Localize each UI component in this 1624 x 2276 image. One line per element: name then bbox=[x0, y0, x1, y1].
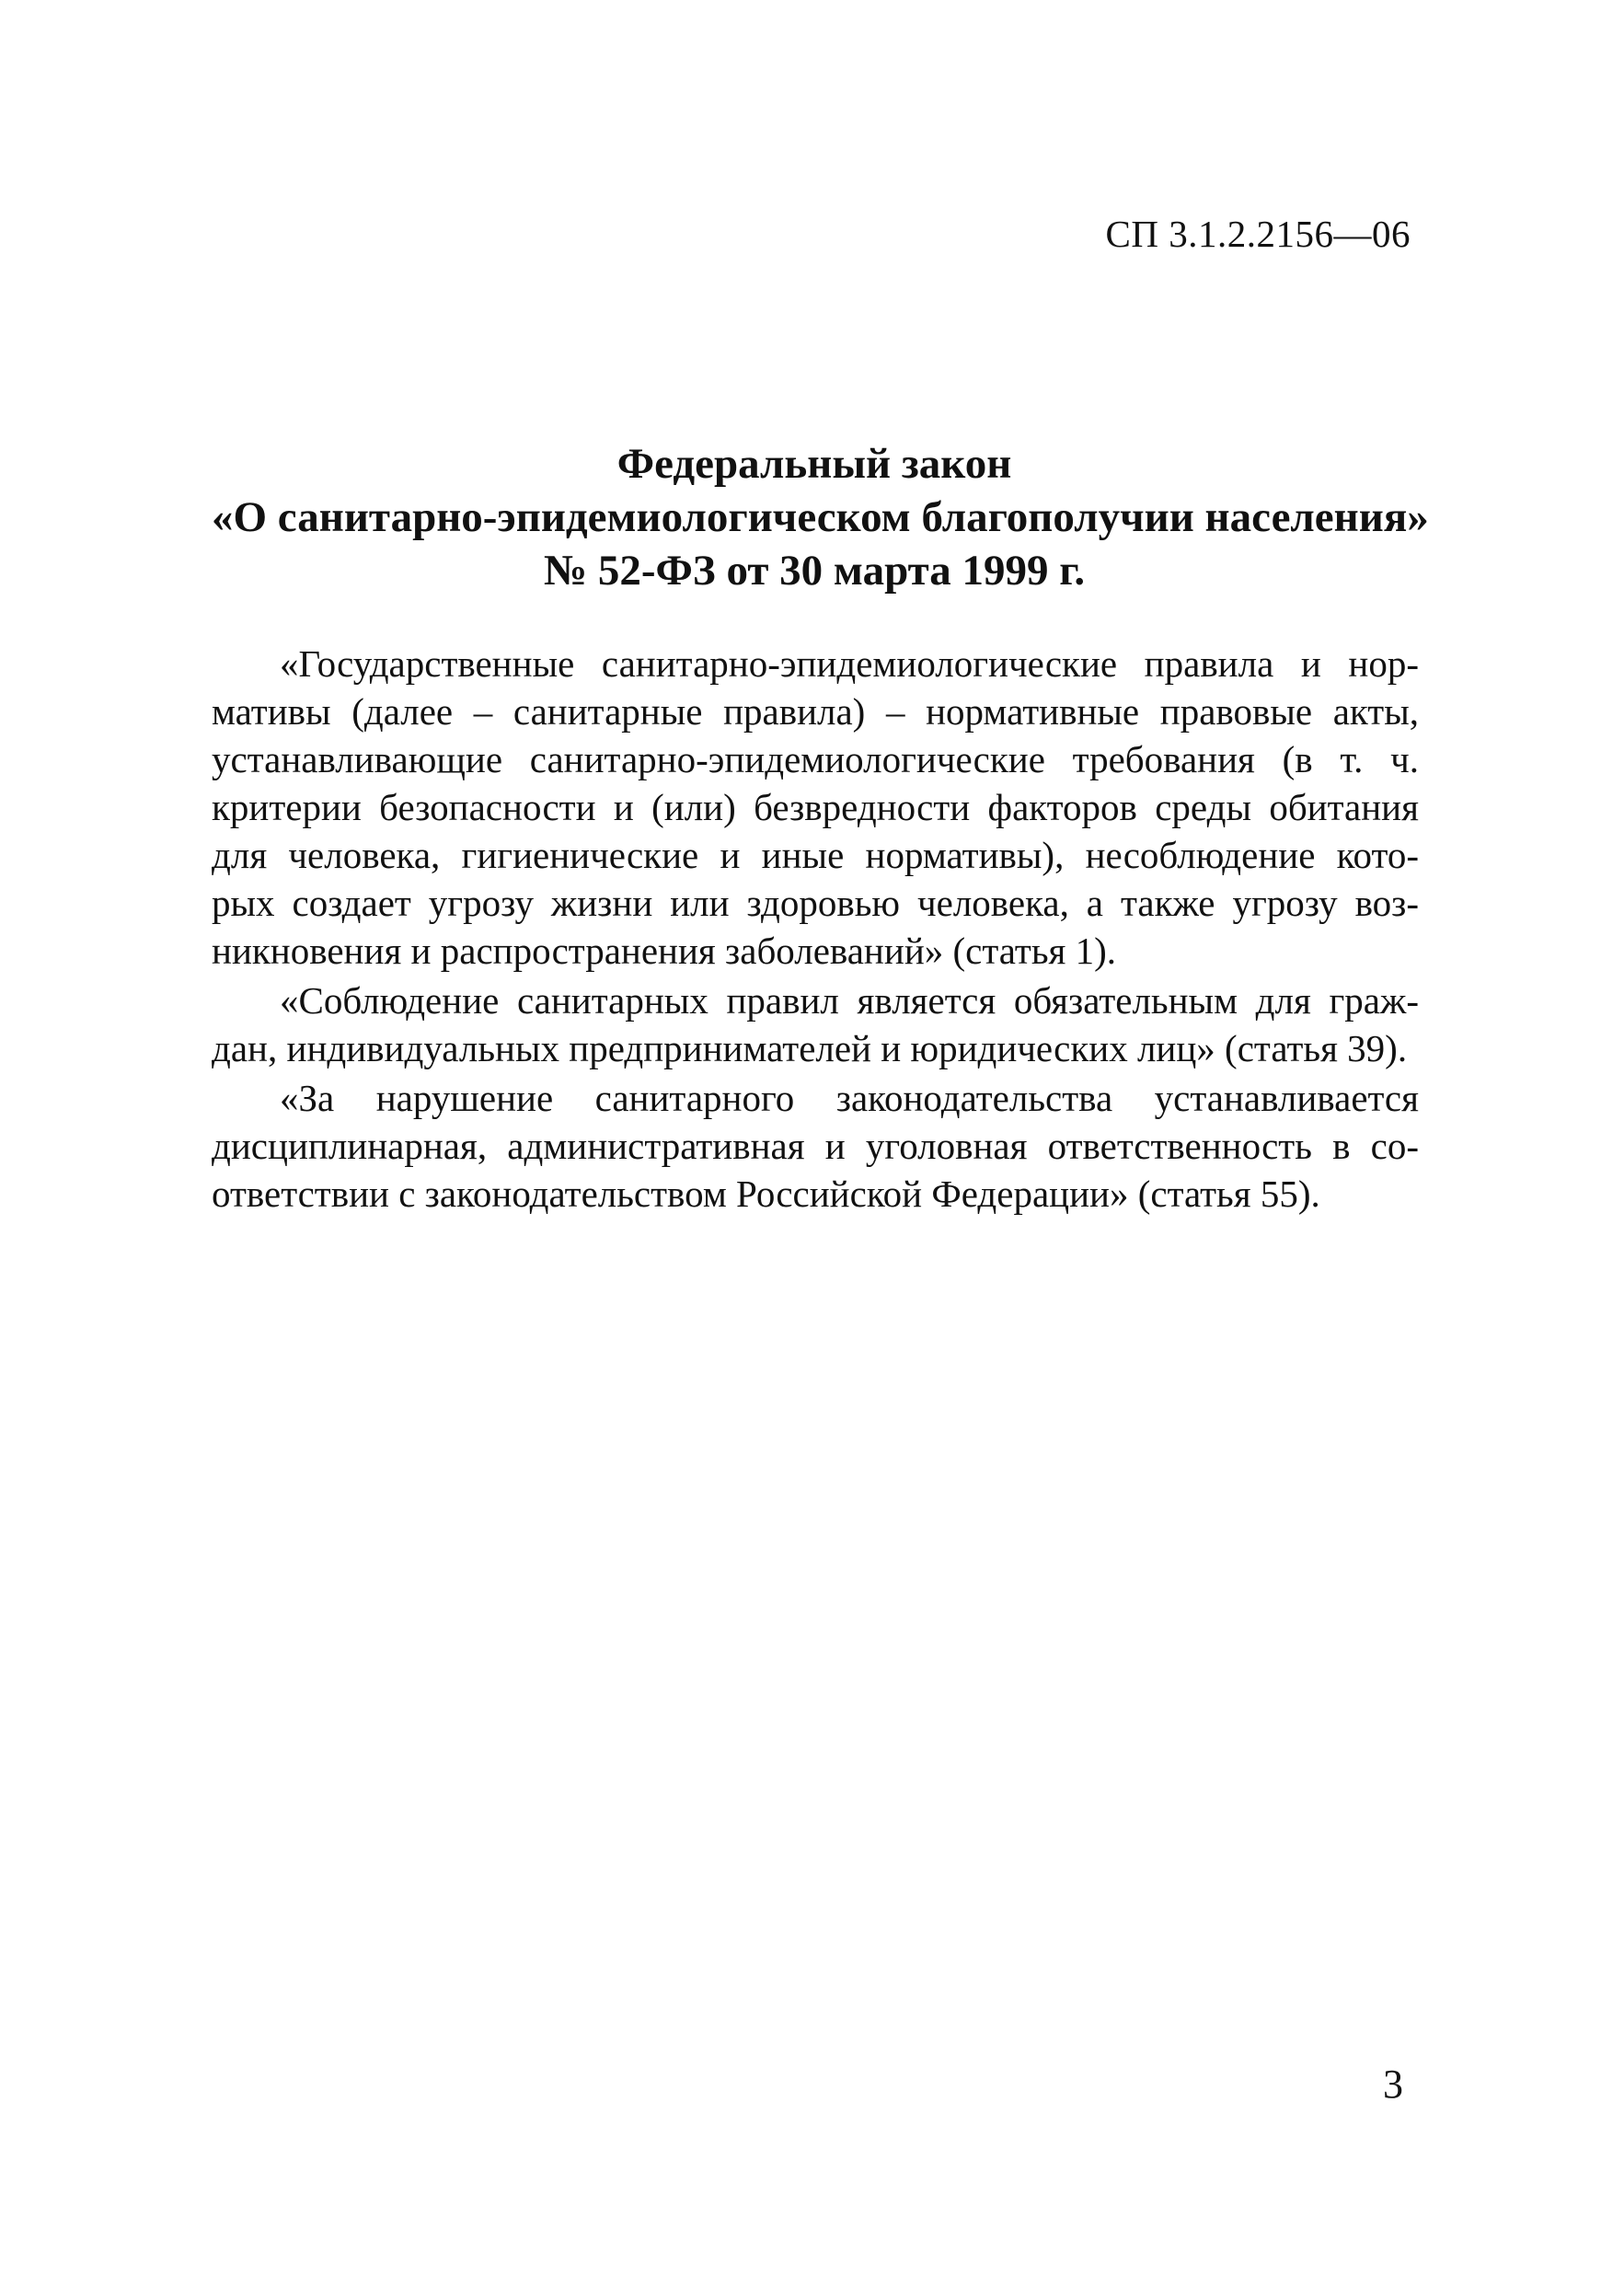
paragraph-line: «За нарушение санитарного законодательства устанавливается bbox=[280, 1077, 1419, 1119]
paragraph-line: дисциплинарная, административная и уголовная ответственность в со- bbox=[212, 1125, 1419, 1167]
title-line-1: Федеральный закон bbox=[616, 440, 1012, 488]
document-body bbox=[212, 640, 1419, 1219]
paragraph-line: «Государственные санитарно-эпидемиологические правила и нор- bbox=[280, 642, 1419, 685]
paragraph-line: для человека, гигиенические и иные нормативы), несоблюдение кото- bbox=[212, 834, 1419, 876]
paragraph-line: мативы (далее – санитарные правила) – нормативные правовые акты, bbox=[212, 690, 1419, 733]
paragraph-line: никновения и распространения заболеваний» (статья 1). bbox=[212, 930, 1117, 972]
document-title bbox=[212, 437, 1429, 597]
paragraph-line: ответствии с законодательством Российской Федерации» (статья 55). bbox=[212, 1173, 1320, 1215]
paragraph-line: рых создает угрозу жизни или здоровью человека, а также угрозу воз- bbox=[212, 882, 1419, 924]
paragraph-line: дан, индивидуальных предпринимателей и юридических лиц» (статья 39). bbox=[212, 1027, 1408, 1069]
title-line-2: «О санитарно-эпидемиологическом благополучии населения» bbox=[212, 493, 1429, 541]
paragraph-1 bbox=[212, 640, 1419, 975]
paragraph-line: устанавливающие санитарно-эпидемиологические требования (в т. ч. bbox=[212, 738, 1419, 780]
title-line-3: № 52-ФЗ от 30 марта 1999 г. bbox=[543, 547, 1086, 595]
paragraph-3 bbox=[212, 1074, 1419, 1218]
paragraph-line: критерии безопасности и (или) безвредности факторов среды обитания bbox=[212, 786, 1419, 828]
document-code: СП 3.1.2.2156—06 bbox=[1105, 213, 1411, 255]
paragraph-2 bbox=[212, 976, 1419, 1072]
paragraph-line: «Соблюдение санитарных правил является обязательным для граж- bbox=[280, 979, 1419, 1022]
page-number: 3 bbox=[1383, 2062, 1403, 2107]
